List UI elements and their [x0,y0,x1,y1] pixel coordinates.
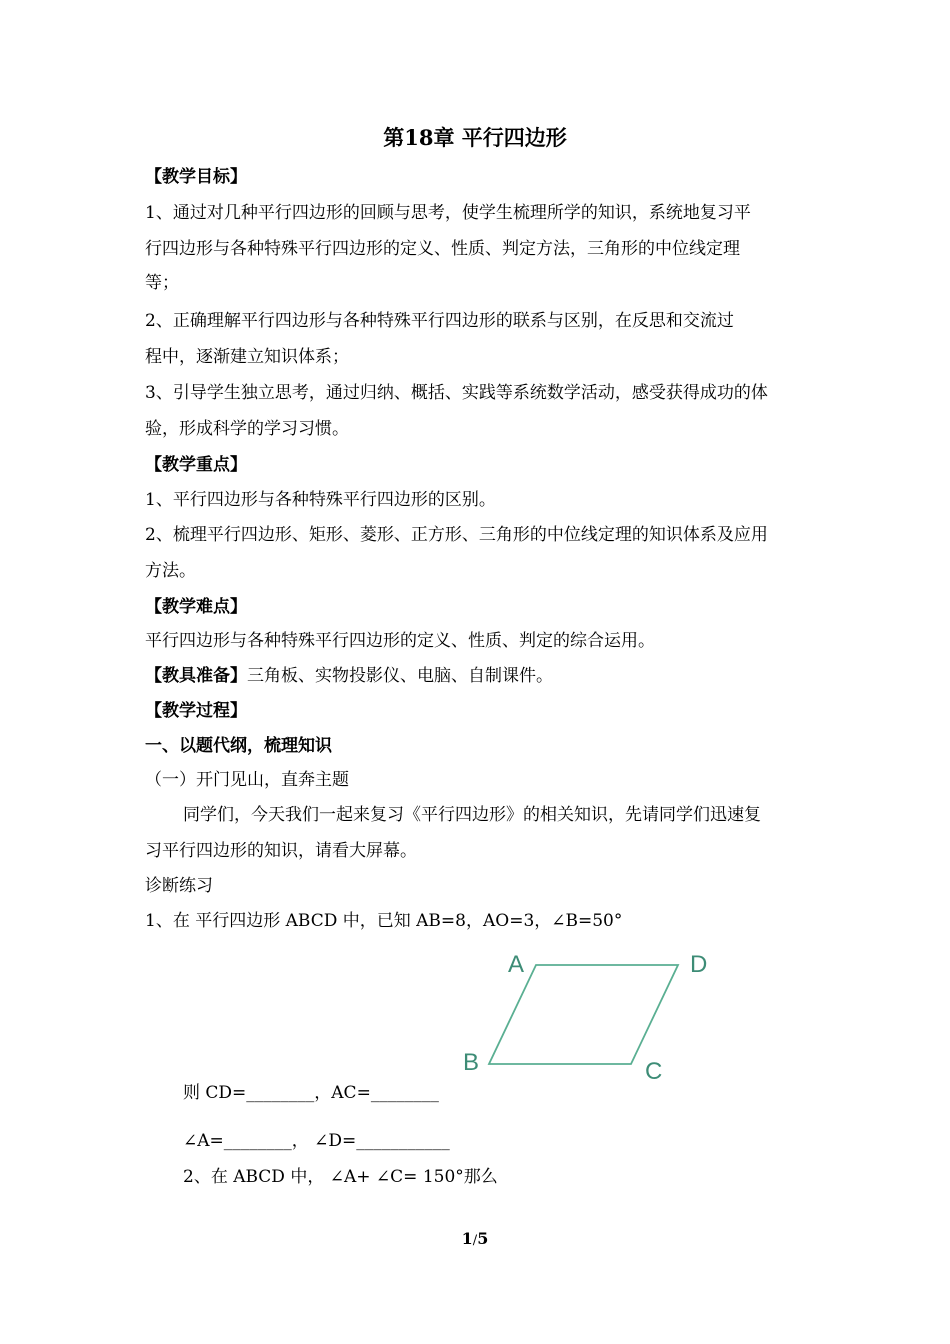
process-heading: 【教学过程】 [145,701,247,721]
page-title: 第18章 平行四边形 [383,125,567,150]
difficulties-heading: 【教学难点】 [145,597,247,617]
question-2: 2、在 ABCD 中， ∠A+ ∠C= 150°那么 [183,1167,498,1187]
objectives-line: 2、正确理解平行四边形与各种特殊平行四边形的联系与区别，在反思和交流过 [145,311,734,331]
diagnosis-label: 诊断练习 [145,876,213,896]
parallelogram-shape [489,965,678,1064]
objectives-line: 行四边形与各种特殊平行四边形的定义、性质、判定方法，三角形的中位线定理 [145,239,740,259]
question-1: 1、在 平行四边形 ABCD 中，已知 AB=8，AO=3，∠B=50° [145,911,623,931]
objectives-line: 1、通过对几种平行四边形的回顾与思考，使学生梳理所学的知识，系统地复习平 [145,203,751,223]
section-heading: 一、以题代纲，梳理知识 [145,736,332,756]
question-1-fill-line: 则 CD=________，AC=________ [183,1083,439,1103]
vertex-label-d: D [690,951,708,978]
objectives-line: 程中，逐渐建立知识体系； [145,347,349,367]
difficulties-line: 平行四边形与各种特殊平行四边形的定义、性质、判定的综合运用。 [145,631,655,651]
page-separator: / [472,1233,478,1248]
materials-text: 三角板、实物投影仪、电脑、自制课件。 [247,666,553,686]
vertex-label-c: C [645,1058,663,1085]
question-1-fill-line: ∠A=________， ∠D=___________ [183,1131,450,1151]
page-current: 1 [461,1229,473,1248]
page-number [0,1229,950,1248]
key-points-line: 方法。 [145,561,196,581]
materials-line [145,661,810,686]
vertex-label-b: B [463,1049,480,1076]
vertex-label-a: A [508,951,525,978]
objectives-line: 等； [145,273,179,293]
page-total: 5 [477,1229,489,1248]
objectives-line: 验，形成科学的学习习惯。 [145,419,349,439]
objectives-heading: 【教学目标】 [145,167,247,187]
key-points-heading: 【教学重点】 [145,455,247,475]
paragraph-line: 同学们，今天我们一起来复习《平行四边形》的相关知识，先请同学们迅速复 [183,805,761,825]
key-points-line: 2、梳理平行四边形、矩形、菱形、正方形、三角形的中位线定理的知识体系及应用 [145,525,768,545]
objectives-line: 3、引导学生独立思考，通过归纳、概括、实践等系统数学活动，感受获得成功的体 [145,383,768,403]
paragraph-line: 习平行四边形的知识，请看大屏幕。 [145,841,417,861]
subsection-heading: （一）开门见山，直奔主题 [145,770,349,790]
key-points-line: 1、平行四边形与各种特殊平行四边形的区别。 [145,490,496,510]
parallelogram-figure [458,942,708,1087]
materials-heading: 【教具准备】 [145,666,247,686]
